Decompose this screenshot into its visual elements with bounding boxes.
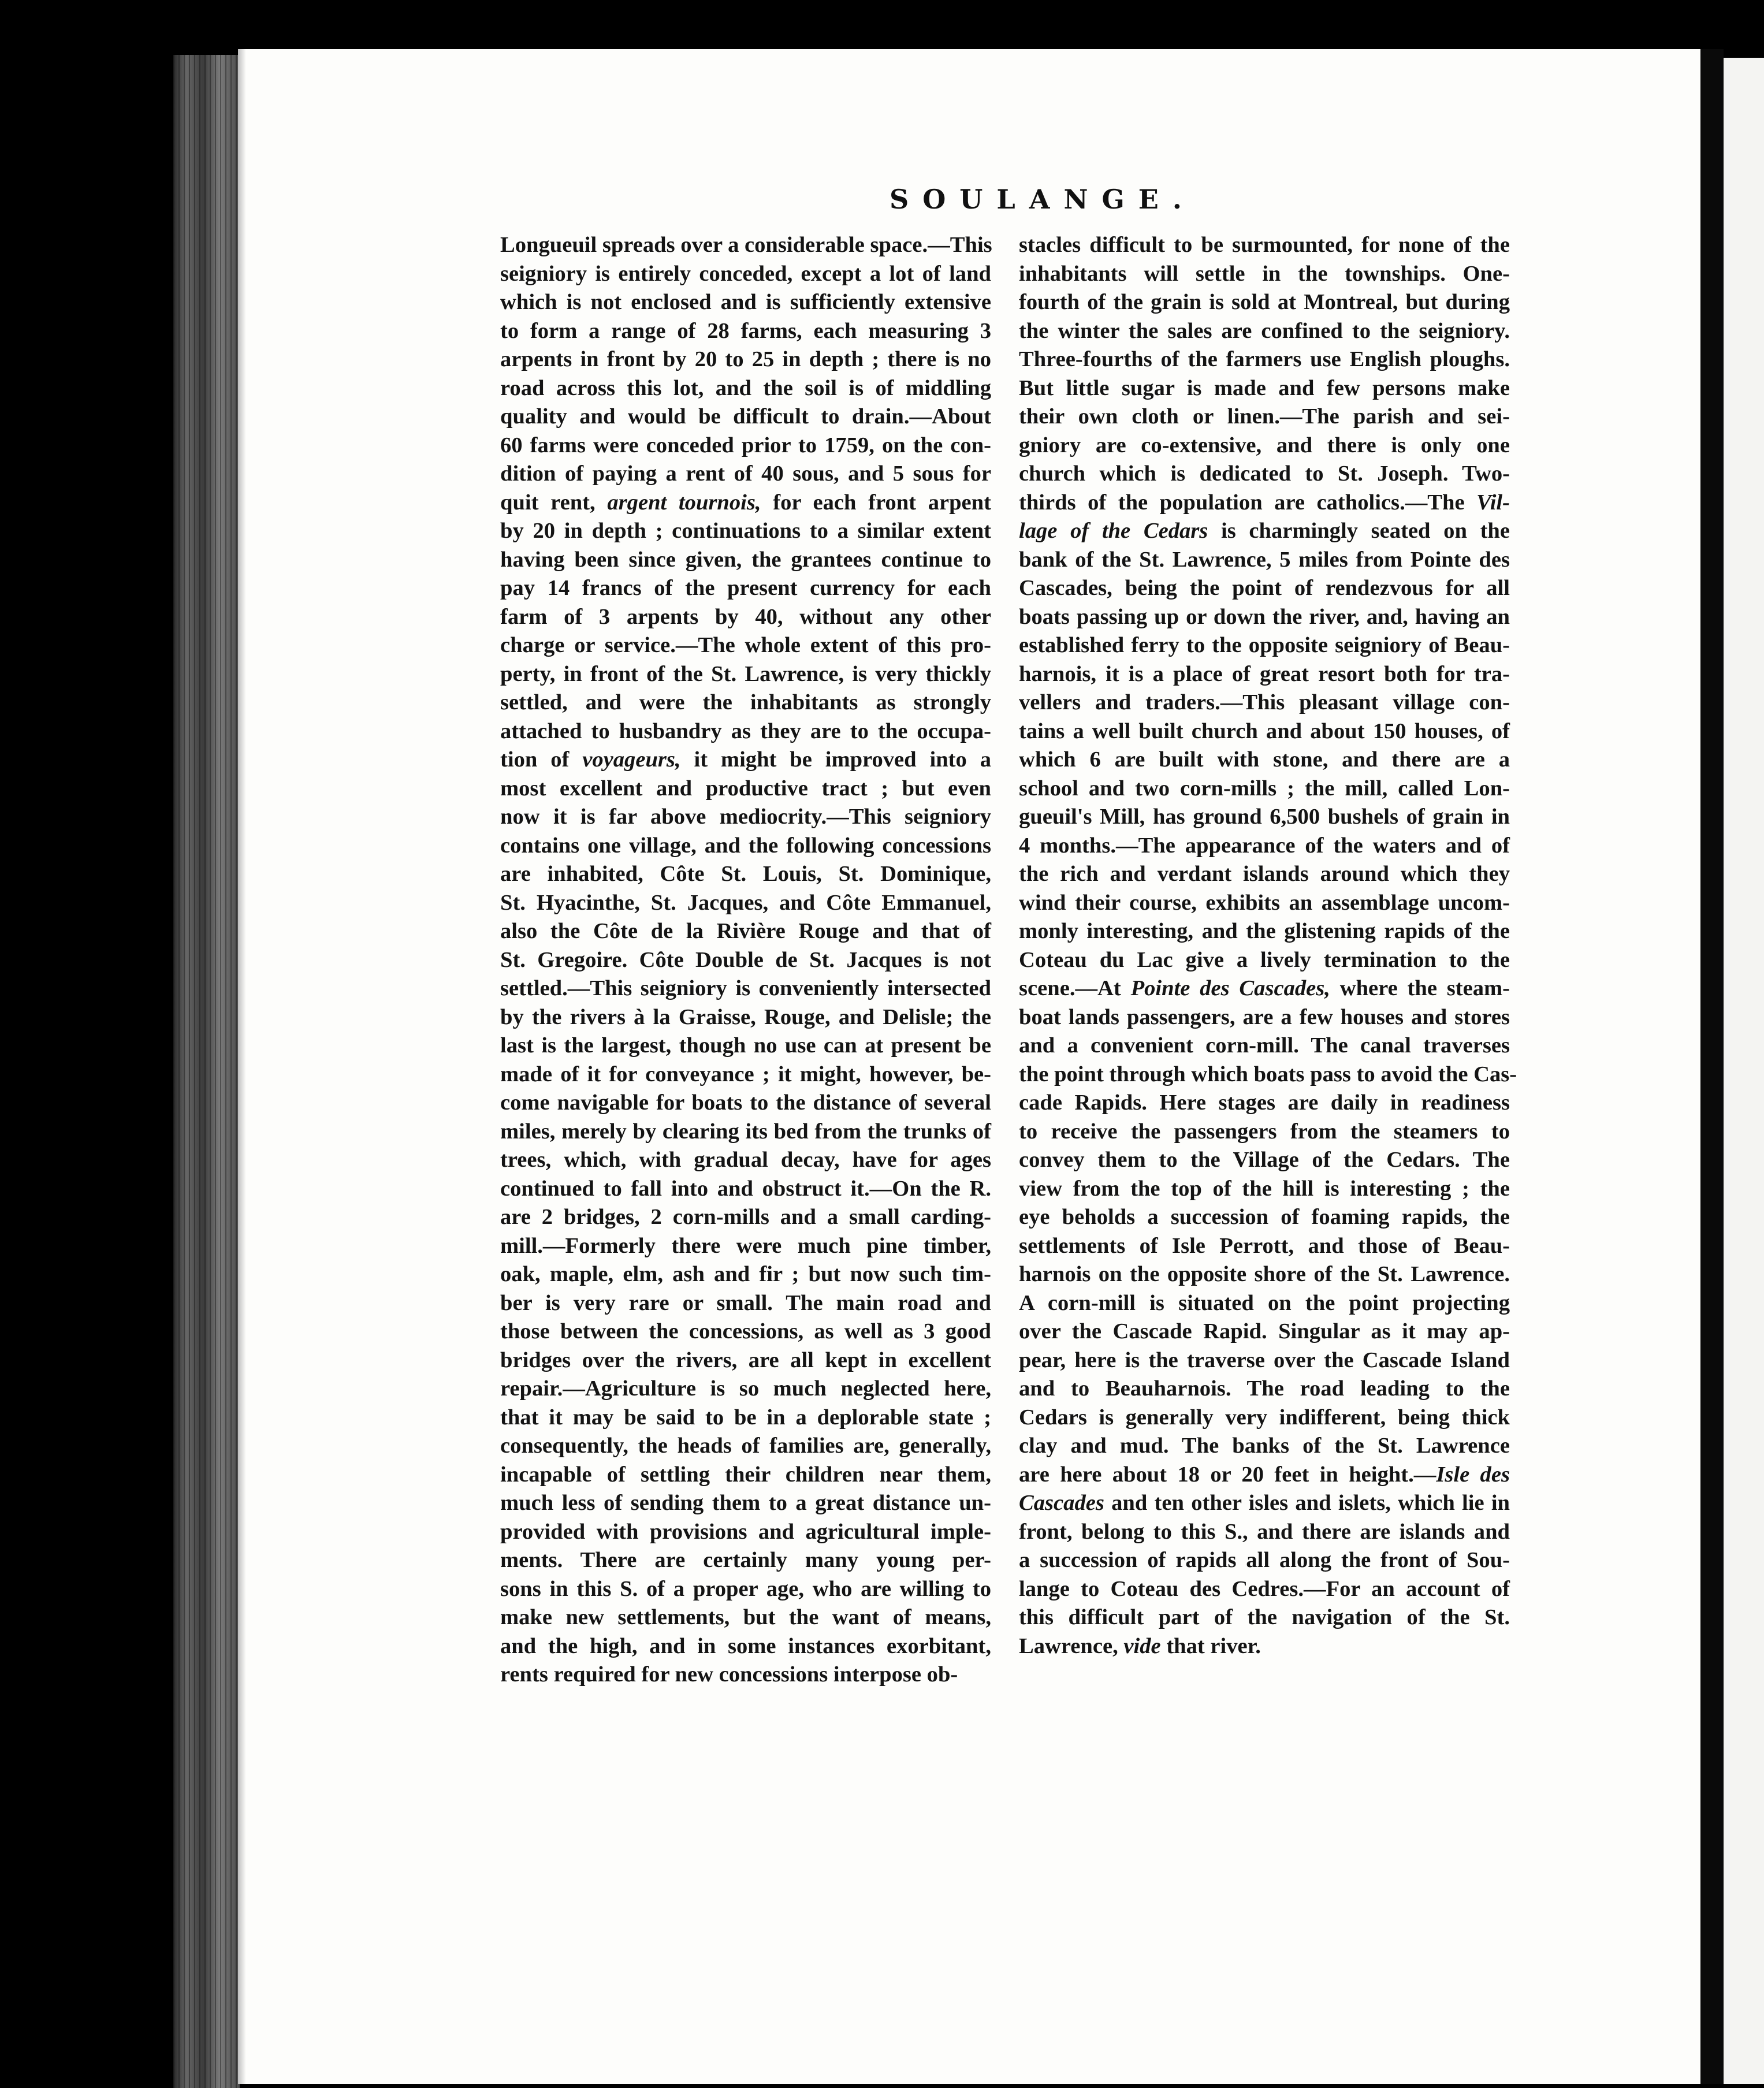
- text-line: seigniory is entirely conceded, except a lot of land: [500, 261, 991, 286]
- text-line: harnois, it is a place of great resort both for tra-: [1019, 661, 1510, 686]
- text-line: stacles difficult to be surmounted, for none of the: [1019, 233, 1510, 257]
- text-line: provided with provisions and agricultural imple-: [500, 1519, 991, 1544]
- text-line: and to Beauharnois. The road leading to the: [1019, 1376, 1510, 1401]
- text-line: are 2 bridges, 2 corn-mills and a small carding-: [500, 1205, 991, 1229]
- text-line: established ferry to the opposite seigniory of Beau-: [1019, 633, 1510, 657]
- text-line: arpents in front by 20 to 25 in depth ; there is no: [500, 347, 991, 371]
- text-line: Three-fourths of the farmers use English ploughs.: [1019, 347, 1510, 371]
- text-line: eye beholds a succession of foaming rapids, the: [1019, 1205, 1510, 1229]
- text-line: pay 14 francs of the present currency for each: [500, 576, 991, 600]
- page-edge-shadow: [238, 49, 246, 2084]
- text-line: lage of the Cedars is charmingly seated on the: [1019, 519, 1510, 543]
- text-line: attached to husbandry as they are to the occupa-: [500, 719, 991, 743]
- text-line: by the rivers à la Graisse, Rouge, and Delisle; the: [500, 1004, 991, 1029]
- text-line: St. Hyacinthe, St. Jacques, and Côte Emmanuel,: [500, 890, 991, 915]
- text-line: bridges over the rivers, are all kept in excellent: [500, 1348, 991, 1372]
- text-line: rents required for new concessions interpose ob-: [500, 1662, 958, 1687]
- text-line: over the Cascade Rapid. Singular as it may ap-: [1019, 1319, 1510, 1343]
- text-line: quit rent, argent tournois, for each front arpent: [500, 490, 991, 515]
- left-text-column: [500, 231, 991, 1689]
- text-line: view from the top of the hill is interesting ; the: [1019, 1176, 1510, 1201]
- text-line: farm of 3 arpents by 40, without any other: [500, 604, 991, 629]
- text-line: clay and mud. The banks of the St. Lawrence: [1019, 1434, 1510, 1458]
- text-line: St. Gregoire. Côte Double de St. Jacques is not: [500, 947, 991, 972]
- text-line: inhabitants will settle in the townships. One-: [1019, 261, 1510, 286]
- text-line: tains a well built church and about 150 houses, of: [1019, 719, 1510, 743]
- text-line: Cascades and ten other isles and islets, which lie in: [1019, 1491, 1510, 1515]
- text-line: are inhabited, Côte St. Louis, St. Dominique,: [500, 862, 991, 886]
- text-line: gniory are co-extensive, and there is only one: [1019, 433, 1510, 457]
- text-line: settled.—This seigniory is conveniently intersected: [500, 976, 991, 1000]
- text-line: and the high, and in some instances exorbitant,: [500, 1633, 991, 1658]
- text-line: ber is very rare or small. The main road and: [500, 1290, 991, 1315]
- text-line: boats passing up or down the river, and, having an: [1019, 604, 1510, 629]
- text-line: incapable of settling their children near them,: [500, 1462, 991, 1487]
- text-line: and a convenient corn-mill. The canal traverses: [1019, 1033, 1510, 1058]
- text-line: that it may be said to be in a deplorable state ;: [500, 1405, 991, 1430]
- running-title: SOULANGE.: [890, 184, 1196, 215]
- text-line: convey them to the Village of the Cedars. The: [1019, 1148, 1510, 1172]
- text-line: the rich and verdant islands around which they: [1019, 862, 1510, 886]
- text-line: miles, merely by clearing its bed from the trunks of: [500, 1119, 991, 1144]
- text-line: Cedars is generally very indifferent, being thick: [1019, 1405, 1510, 1430]
- text-line: settlements of Isle Perrott, and those of Beau-: [1019, 1233, 1510, 1258]
- text-line: perty, in front of the St. Lawrence, is very thickly: [500, 661, 991, 686]
- text-line: contains one village, and the following concessions: [500, 833, 991, 858]
- text-line: this difficult part of the navigation of the St.: [1019, 1605, 1510, 1629]
- right-text-column: [1019, 231, 1517, 1661]
- text-line: 60 farms were conceded prior to 1759, on the con-: [500, 433, 991, 457]
- text-line: dition of paying a rent of 40 sous, and 5 sous for: [500, 461, 991, 486]
- text-line: which is not enclosed and is sufficiently extensive: [500, 290, 991, 314]
- text-line: cade Rapids. Here stages are daily in readiness: [1019, 1090, 1510, 1115]
- text-line: vellers and traders.—This pleasant village con-: [1019, 690, 1510, 714]
- text-line: harnois on the opposite shore of the St. Lawrence.: [1019, 1262, 1510, 1286]
- text-line: front, belong to this S., and there are islands and: [1019, 1519, 1510, 1544]
- text-line: thirds of the population are catholics.—The Vil-: [1019, 490, 1510, 515]
- text-line: consequently, the heads of families are, generally,: [500, 1434, 991, 1458]
- text-line: also the Côte de la Rivière Rouge and that of: [500, 919, 991, 943]
- facing-page-gap: [1700, 49, 1724, 2084]
- facing-page-edge: [1724, 58, 1764, 2084]
- text-line: settled, and were the inhabitants as strongly: [500, 690, 991, 714]
- text-line: Lawrence, vide that river.: [1019, 1633, 1261, 1658]
- text-line: road across this lot, and the soil is of middling: [500, 375, 991, 400]
- text-line: repair.—Agriculture is so much neglected here,: [500, 1376, 991, 1401]
- text-line: sons in this S. of a proper age, who are willing to: [500, 1576, 991, 1601]
- text-line: quality and would be difficult to drain.—About: [500, 404, 991, 429]
- text-line: mill.—Formerly there were much pine timber,: [500, 1233, 991, 1258]
- text-line: school and two corn-mills ; the mill, called Lon-: [1019, 776, 1510, 801]
- text-line: boat lands passengers, are a few houses and stores: [1019, 1004, 1510, 1029]
- text-line: monly interesting, and the glistening rapids of the: [1019, 919, 1510, 943]
- text-line: 4 months.—The appearance of the waters and of: [1019, 833, 1510, 858]
- text-line: come navigable for boats to the distance of several: [500, 1090, 991, 1115]
- text-line: ments. There are certainly many young per-: [500, 1548, 991, 1572]
- text-line: those between the concessions, as well as 3 good: [500, 1319, 991, 1343]
- text-line: made of it for conveyance ; it might, however, be-: [500, 1062, 991, 1086]
- text-line: the winter the sales are confined to the seigniory.: [1019, 318, 1510, 343]
- text-line: charge or service.—The whole extent of this pro-: [500, 633, 991, 657]
- text-line: last is the largest, though no use can at present be: [500, 1033, 991, 1058]
- text-line: most excellent and productive tract ; but even: [500, 776, 991, 801]
- text-line: now it is far above mediocrity.—This seigniory: [500, 805, 991, 829]
- text-line: wind their course, exhibits an assemblage uncom-: [1019, 890, 1510, 915]
- text-line: lange to Coteau des Cedres.—For an account of: [1019, 1576, 1510, 1601]
- text-line: the point through which boats pass to avoid the Cas-: [1019, 1062, 1517, 1086]
- text-line: Longueuil spreads over a considerable space.—This: [500, 233, 992, 257]
- text-line: bank of the St. Lawrence, 5 miles from Pointe des: [1019, 547, 1510, 572]
- text-line: A corn-mill is situated on the point projecting: [1019, 1290, 1510, 1315]
- text-line: oak, maple, elm, ash and fir ; but now such tim-: [500, 1262, 991, 1286]
- text-line: tion of voyageurs, it might be improved into a: [500, 747, 991, 772]
- text-line: to form a range of 28 farms, each measuring 3: [500, 318, 991, 343]
- text-line: having been since given, the grantees continue to: [500, 547, 991, 572]
- text-line: pear, here is the traverse over the Cascade Island: [1019, 1348, 1510, 1372]
- text-line: by 20 in depth ; continuations to a similar extent: [500, 519, 991, 543]
- text-line: a succession of rapids all along the front of Sou-: [1019, 1548, 1510, 1572]
- text-line: But little sugar is made and few persons make: [1019, 375, 1510, 400]
- text-line: scene.—At Pointe des Cascades, where the steam-: [1019, 976, 1510, 1000]
- text-line: much less of sending them to a great distance un-: [500, 1491, 991, 1515]
- text-line: are here about 18 or 20 feet in height.—Isle des: [1019, 1462, 1510, 1487]
- text-line: fourth of the grain is sold at Montreal, but during: [1019, 290, 1510, 314]
- text-line: trees, which, with gradual decay, have for ages: [500, 1148, 991, 1172]
- text-line: continued to fall into and obstruct it.—On the R.: [500, 1176, 991, 1201]
- book-gutter-edges: [173, 55, 240, 2088]
- text-line: gueuil's Mill, has ground 6,500 bushels of grain in: [1019, 805, 1510, 829]
- text-line: make new settlements, but the want of means,: [500, 1605, 991, 1629]
- text-line: church which is dedicated to St. Joseph. Two-: [1019, 461, 1510, 486]
- text-line: to receive the passengers from the steamers to: [1019, 1119, 1510, 1144]
- text-line: which 6 are built with stone, and there are a: [1019, 747, 1510, 772]
- text-line: Coteau du Lac give a lively termination to the: [1019, 947, 1510, 972]
- text-line: Cascades, being the point of rendezvous for all: [1019, 576, 1510, 600]
- text-line: their own cloth or linen.—The parish and sei-: [1019, 404, 1510, 429]
